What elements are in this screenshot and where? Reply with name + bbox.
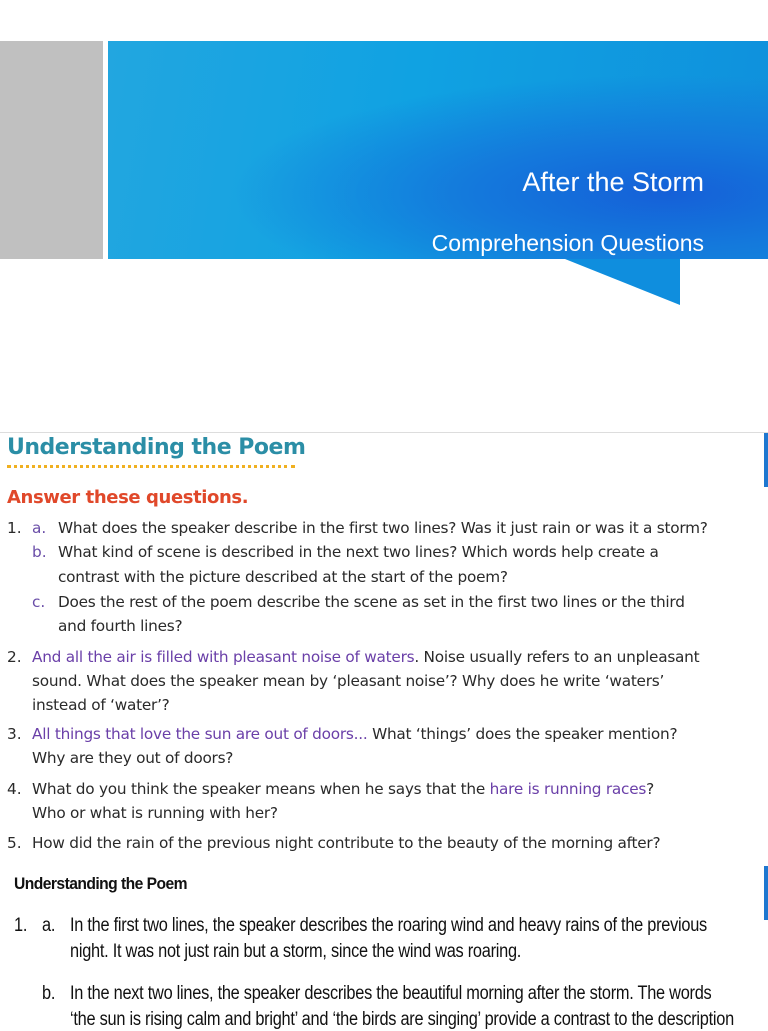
question-text-rest: . Noise usually refers to an unpleasant xyxy=(414,648,700,666)
question-text xyxy=(32,725,677,743)
scroll-marker xyxy=(764,866,768,920)
scroll-marker xyxy=(764,433,768,487)
question-text: What does the speaker describe in the first two lines? Was it just rain or was it a storm? xyxy=(58,519,708,537)
poem-quote: And all the air is filled with pleasant noise of waters xyxy=(32,648,415,666)
question-number: 2. xyxy=(7,648,22,666)
question-text: instead of ‘water’? xyxy=(32,696,170,714)
answer-number: 1. xyxy=(14,915,28,936)
question-text-pre: What do you think the speaker means when he says that the xyxy=(32,780,490,798)
question-text: sound. What does the speaker mean by ‘pleasant noise’? Why does he write ‘waters’ xyxy=(32,672,665,690)
banner-callout-tail xyxy=(565,259,680,305)
question-number: 3. xyxy=(7,725,22,743)
answer-text: In the next two lines, the speaker describes the beautiful morning after the storm. The words xyxy=(70,983,712,1004)
question-text xyxy=(32,648,699,666)
sub-label: b. xyxy=(32,543,47,561)
question-number: 4. xyxy=(7,780,22,798)
poem-quote: hare is running races xyxy=(489,780,647,798)
answer-text: In the first two lines, the speaker describes the roaring wind and heavy rains of the previous xyxy=(70,915,707,936)
answer-text: night. It was not just rain but a storm, since the wind was roaring. xyxy=(70,941,522,962)
answer-label: a. xyxy=(42,915,56,936)
dotted-underline xyxy=(7,465,295,468)
sub-label: c. xyxy=(32,593,46,611)
page-divider xyxy=(0,432,768,433)
question-number: 5. xyxy=(7,834,22,852)
question-text-rest: What ‘things’ does the speaker mention? xyxy=(367,725,678,743)
question-text: How did the rain of the previous night contribute to the beauty of the morning after? xyxy=(32,834,661,852)
slide-subtitle: Comprehension Questions xyxy=(431,230,704,256)
question-text: contrast with the picture described at the start of the poem? xyxy=(58,568,508,586)
question-text-rest: ? xyxy=(646,780,654,798)
question-text: Why are they out of doors? xyxy=(32,749,234,767)
section-heading: Understanding the Poem xyxy=(7,435,306,460)
title-banner xyxy=(108,41,768,259)
question-text: and fourth lines? xyxy=(58,617,183,635)
question-text: What kind of scene is described in the next two lines? Which words help create a xyxy=(58,543,659,561)
answer-label: b. xyxy=(42,983,56,1004)
slide-side-block xyxy=(0,41,103,259)
poem-quote: All things that love the sun are out of doors... xyxy=(32,725,368,743)
answer-text: ‘the sun is rising calm and bright’ and ‘the birds are singing’ provide a contrast to the description xyxy=(70,1009,734,1030)
answers-heading: Understanding the Poem xyxy=(14,874,187,893)
instruction: Answer these questions. xyxy=(7,487,249,508)
sub-label: a. xyxy=(32,519,47,537)
question-text xyxy=(32,780,654,798)
question-text: Who or what is running with her? xyxy=(32,804,278,822)
question-number: 1. xyxy=(7,519,22,537)
question-text: Does the rest of the poem describe the scene as set in the first two lines or the third xyxy=(58,593,685,611)
slide-title: After the Storm xyxy=(522,167,704,197)
